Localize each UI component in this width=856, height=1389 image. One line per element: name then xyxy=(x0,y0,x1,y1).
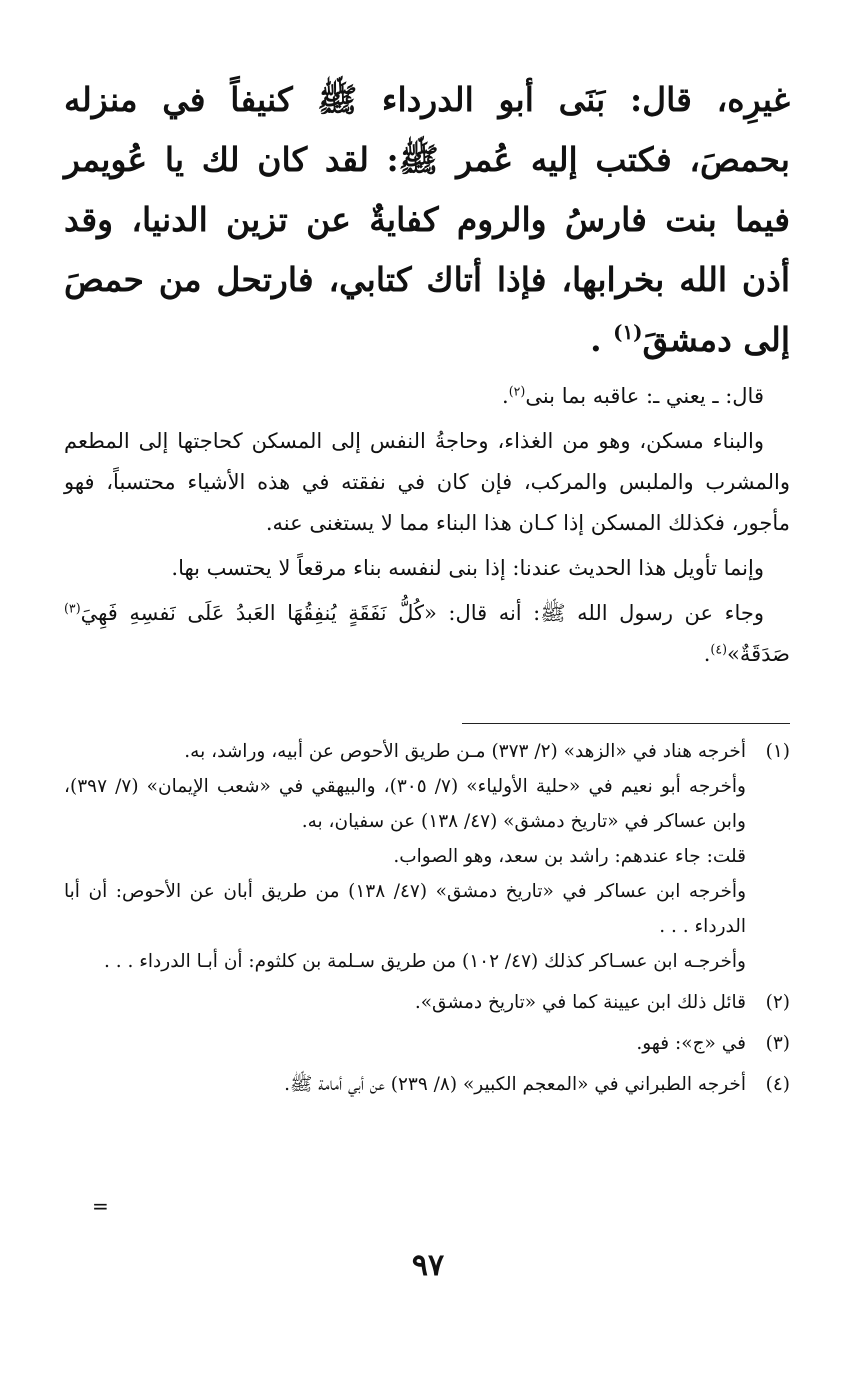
main-paragraph-2-text: قال: ـ يعني ـ: عاقبه بما بنى xyxy=(525,384,764,408)
main-paragraph-4-text: وإنما تأويل هذا الحديث عندنا: إذا بنى لنفسه بناء مرقعاً لا يحتسب بها. xyxy=(171,556,764,580)
main-paragraph-5 xyxy=(64,593,790,675)
main-paragraph-1-end: . xyxy=(590,320,614,359)
continuation-mark: = xyxy=(92,1194,109,1218)
main-paragraph-2-end: . xyxy=(502,384,509,408)
footnote-2-number: (٢) xyxy=(765,992,790,1013)
footnote-1-line-3: قلت: جاء عندهم: راشد بن سعد، وهو الصواب. xyxy=(393,846,746,867)
main-paragraph-4 xyxy=(64,548,790,589)
page-number: ٩٧ xyxy=(411,1248,445,1283)
main-paragraph-5-text-2: صَدَقَةٌ» xyxy=(727,642,790,666)
footnote-ref-1: (١) xyxy=(613,320,643,345)
footnote-1-number: (١) xyxy=(765,741,790,762)
footnote-3-line-1: في «ج»: فهو. xyxy=(636,1033,746,1054)
footnote-1-line-1: أخرجه هناد في «الزهد» (٢/ ٣٧٣) مـن طريق الأحوص عن أبيه، وراشد، به. xyxy=(184,741,746,762)
main-text xyxy=(64,70,790,675)
footnote-4-line-1: أخرجه الطبراني في «المعجم الكبير» (٨/ ٢٣٩) عن أبي أمامة ﷺ. xyxy=(284,1074,746,1095)
footnote-1-line-4: وأخرجه ابن عساكر في «تاريخ دمشق» (٤٧/ ١٣٨) من طريق أبان عن الأحوص: أن أبا الدرداء . . . xyxy=(64,881,747,937)
main-paragraph-1 xyxy=(64,70,790,370)
footnote-3 xyxy=(64,1026,790,1061)
main-paragraph-3-text: والبناء مسكن، وهو من الغذاء، وحاجةُ النفس إلى المسكن كحاجتها إلى المطعم والمشرب والملبس والمركب، فإن كان في نفقته في هذه الأشياء محتسباً، فهو مأجور، فكذلك المسكن إذا كـان هذا البناء مما لا يستغنى عنه. xyxy=(64,429,790,535)
main-paragraph-5-end: . xyxy=(703,642,711,666)
footnote-1 xyxy=(64,734,790,979)
footnote-ref-4: (٤) xyxy=(710,641,727,657)
footnote-1-line-2: وأخرجه أبو نعيم في «حلية الأولياء» (٧/ ٣٠٥)، والبيهقي في «شعب الإيمان» (٧/ ٣٩٧)، وابن عساكر في «تاريخ دمشق» (٤٧/ ١٣٨) عن سفيان، به. xyxy=(64,776,746,832)
footnote-separator xyxy=(462,723,790,724)
main-paragraph-5-text: وجاء عن رسول الله ﷺ: أنه قال: «كُلُّ نَفَقَةٍ يُنفِقُهَا العَبدُ عَلَى نَفسِهِ فَهِيَ xyxy=(80,601,764,625)
footnotes xyxy=(64,734,790,1102)
footnote-4 xyxy=(64,1067,790,1102)
footnote-ref-2: (٢) xyxy=(508,383,526,399)
footnote-4-number: (٤) xyxy=(765,1074,790,1095)
main-paragraph-1-text: غيرِه، قال: بَنَى أبو الدرداء ﷺ كنيفاً في منزله بحمصَ، فكتب إليه عُمر ﷺ: لقد كان لك يا عُويمر فيما بنت فارسُ والروم كفايةٌ عن تزين الدنيا، وقد أذن الله بخرابها، فإذا أتاك كتابي، فارتحل من حمصَ إلى دمشقَ xyxy=(64,80,790,359)
main-paragraph-2 xyxy=(64,376,790,417)
footnote-3-number: (٣) xyxy=(765,1033,790,1054)
footnote-2-line-1: قائل ذلك ابن عيينة كما في «تاريخ دمشق». xyxy=(414,992,746,1013)
footnote-2 xyxy=(64,985,790,1020)
footnote-1-line-5: وأخرجـه ابن عسـاكر كذلك (٤٧/ ١٠٢) من طريق سـلمة بن كلثوم: أن أبـا الدرداء . . . xyxy=(103,951,746,972)
footnote-ref-3: (٣) xyxy=(64,600,81,616)
main-paragraph-3 xyxy=(64,421,790,544)
